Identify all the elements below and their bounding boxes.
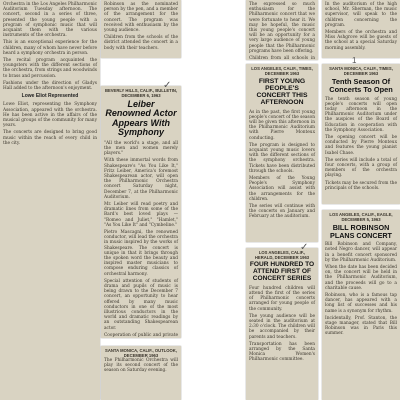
clip7-dateline: LOS ANGELES, CALIF., HERALD, DECEMBER 1963: [254, 250, 310, 260]
clip1-paragraph-3: The recital program acquainted the youngsters with the different sections of the orchestra, from strings and woodwinds to brass and percussion.: [3, 58, 97, 79]
clip10-dateline: LOS ANGELES, CALIF., EAGLE, DECEMBER 5, 1963: [329, 212, 393, 222]
clip2-paragraph-1: Robinson as the nominated person by the pen, and a member of the arrangement for the concert. The program was received with enthusiasm by the young audience.: [104, 2, 178, 34]
clip3-dateline: BEVERLY HILLS, CALIF., BULLETIN, DECEMBER 6, 1963: [104, 88, 178, 98]
clipping-four-hundred-attend: [246, 248, 318, 400]
clip10-paragraph-4: Incidentally, Prof. Stanton, the stage manager, stated that Bill Robinson was in Paris this summer.: [325, 315, 397, 337]
clip3-paragraph-5: Special attention of students of drama and pupils of music is being drawn to the December 7 concert, an opportunity to hear offered by many music conductors in one of the most illustrious conductors in the world and dramatic readings by an outstanding Shakespearean actor.: [104, 278, 178, 331]
clipping-robinson-fragment: [101, 0, 181, 58]
clip9-paragraph-3: The series will include a total of four concerts, with a group of members of the orchestra playing.: [325, 157, 397, 179]
clip7-headline: FOUR HUNDRED TO ATTEND FIRST OF CONCERT SERIES: [249, 261, 315, 282]
clip6-dateline: LOS ANGELES, CALIF., TIMES, DECEMBER 1963: [251, 66, 313, 76]
clip3-paragraph-1: "All the world's a stage, and all the men and women merely players.": [104, 140, 178, 157]
clipping-youth-concert-orchestra: [0, 0, 100, 400]
clipping-leiber-actor: [101, 86, 181, 338]
clip9-dateline: SANTA MONICA, CALIF., TIMES, DECEMBER 1963: [329, 66, 393, 76]
clip1-paragraph-1: Orchestra in the Los Angeles Philharmonic Auditorium Tuesday afternoon. The concert, second in a series of three, presented the young people with a program of symphonic music that will acquaint them with the various instruments of the orchestra.: [3, 2, 97, 39]
clip10-paragraph-1: Bill Robinson and Company, noted Negro dancer, will appear in a benefit concert sponsored by the Philharmonic Auditorium.: [325, 242, 397, 263]
clipping-tenth-season: [322, 64, 400, 204]
clip10-paragraph-2: When the date has been decided on, the concert will be held in the Philharmonic Auditorium, and the proceeds will go to a charitable cause.: [325, 264, 397, 291]
clip9-headline: Tenth Season Of Concerts To Open: [329, 77, 393, 94]
clip8-paragraph-1: In the auditorium of the high school, Mr. Sherman, the music supervisor, will speak to the children concerning the program.: [325, 2, 397, 28]
clipping-school-assembly: [322, 0, 400, 58]
clip6-paragraph-2: The program is designed to acquaint young music lovers with the different sections of the symphony orchestra. Tickets have been distributed through the schools.: [249, 142, 315, 174]
clip3-paragraph-4: Pietro Mascagni, the renowned conductor, will lead the orchestra in music inspired by the works of Shakespeare. The concert is unique in that it brings through the spoken word the beauty and inspired master musicians to compose enduring classics of orchestral harmony.: [104, 230, 178, 277]
clip6-paragraph-1: As in the past, the first young people's concert of the season will be given this afternoon in the Philharmonic Auditorium with Pierre Monteux conducting.: [249, 109, 315, 141]
clip6-paragraph-4: The series will continue with the concerts on January and February at the auditorium.: [249, 203, 315, 220]
clip3-paragraph-3: Mr. Leiber will read poetry and dramatic lines from some of the Bard's best loved plays — "Romeo and Juliet," "Hamlet," "As You Like It" and "Cymbeline.": [104, 201, 178, 228]
clip6-headline: FIRST YOUNG PEOPLE'S CONCERT THIS AFTERNOON: [256, 78, 308, 107]
handwritten-number: 1: [352, 56, 357, 65]
clipping-santa-monica-outlook: [101, 346, 181, 400]
clip3-headline: Leiber Renowned Actor Appears With Symphony: [105, 99, 177, 138]
clip4-paragraph-1: The Philharmonic Orchestra will play its second concert of the season on Saturday evening.: [104, 358, 178, 374]
clip10-paragraph-3: Robinson, who is a famous tap dancer, has appeared with a long list of successes and his name is a synonym for rhythm.: [325, 292, 397, 314]
check-mark-icon: ✓: [300, 242, 309, 253]
clip10-headline: BILL ROBINSON PLANS CONCERT: [330, 223, 392, 240]
clip8-paragraph-2: Members of the orchestra and Miss Ashgrove will be guests of the school at a special Saturday morning assembly.: [325, 30, 397, 51]
clip2-paragraph-2: Children from the schools of the district attended the concert in a body with their teachers.: [104, 35, 178, 51]
clip9-paragraph-2: The opening concert will be conducted by Pierre Monteux and features the young pianist Isabel Chase.: [325, 134, 397, 156]
clip7-paragraph-2: The young audience will be seated in the auditorium at 2:30 o'clock. The children will be accompanied by their parents and teachers.: [249, 313, 315, 340]
clip1-paragraph-6: The concerts are designed to bring good music within the reach of every child in the city.: [3, 130, 97, 146]
clip1-paragraph-2: This is an exceptional experience for the children, many of whom have never before heard a symphony orchestra in person.: [3, 40, 97, 56]
clip1-paragraph-5: Lowe Eliot, representing the Symphony Association, appeared with the orchestra. He has been active in the affairs of the musical groups of the community for many years.: [3, 102, 97, 129]
clip9-paragraph-1: The tenth season of young people's concerts will open today afternoon in the Philharmonic Auditorium under the auspices of the Board of Education in cooperation with the Symphony Association.: [325, 96, 397, 133]
clip1-paragraph-4: Fashions under the direction of Gladys Hall added to the afternoon's enjoyment.: [3, 80, 97, 92]
clip5-paragraph-2: Children from all schools in: [249, 56, 315, 60]
clipping-philharmonic-enthusiasm: [246, 0, 318, 60]
clipping-bill-robinson: [322, 210, 400, 400]
clip4-dateline: SANTA MONICA, CALIF., OUTLOOK, DECEMBER 1963: [105, 348, 177, 358]
clip1-subhead: Lowe Eliot Represented: [21, 93, 79, 100]
check-mark-icon: ✓: [163, 80, 172, 91]
clipping-first-young-peoples-concert: [246, 64, 318, 242]
clip3-paragraph-6: Cooperation of public and private: [104, 332, 178, 338]
clip3-paragraph-2: With these immortal words from Shakespeare's "As You Like It," Fritz Leiber, America's foremost Shakespearean actor, will open the Philharmonic Orchestra concert Saturday night, December 7, at the Philharmonic Auditorium.: [104, 158, 178, 200]
clip5-paragraph-1: The expressed so much enthusiasm for the Philharmonic concert that we were fortunate to hear it. We may be hopeful, the music this young people's concert will be an opportunity for a very large audience of young people that the Philharmonic programs have been offering.: [249, 2, 315, 54]
clip6-paragraph-3: Members of the Young People's Symphony Association will assist with the arrangements for the children.: [249, 175, 315, 202]
clip7-paragraph-1: Four hundred children will attend the first of the series of Philharmonic concerts arranged for young people of the community.: [249, 285, 315, 312]
clip7-paragraph-3: Transportation has been arranged by the Santa Monica Women's Philharmonic committee.: [249, 341, 315, 363]
clip9-paragraph-4: Tickets may be secured from the principals of the schools.: [325, 180, 397, 191]
